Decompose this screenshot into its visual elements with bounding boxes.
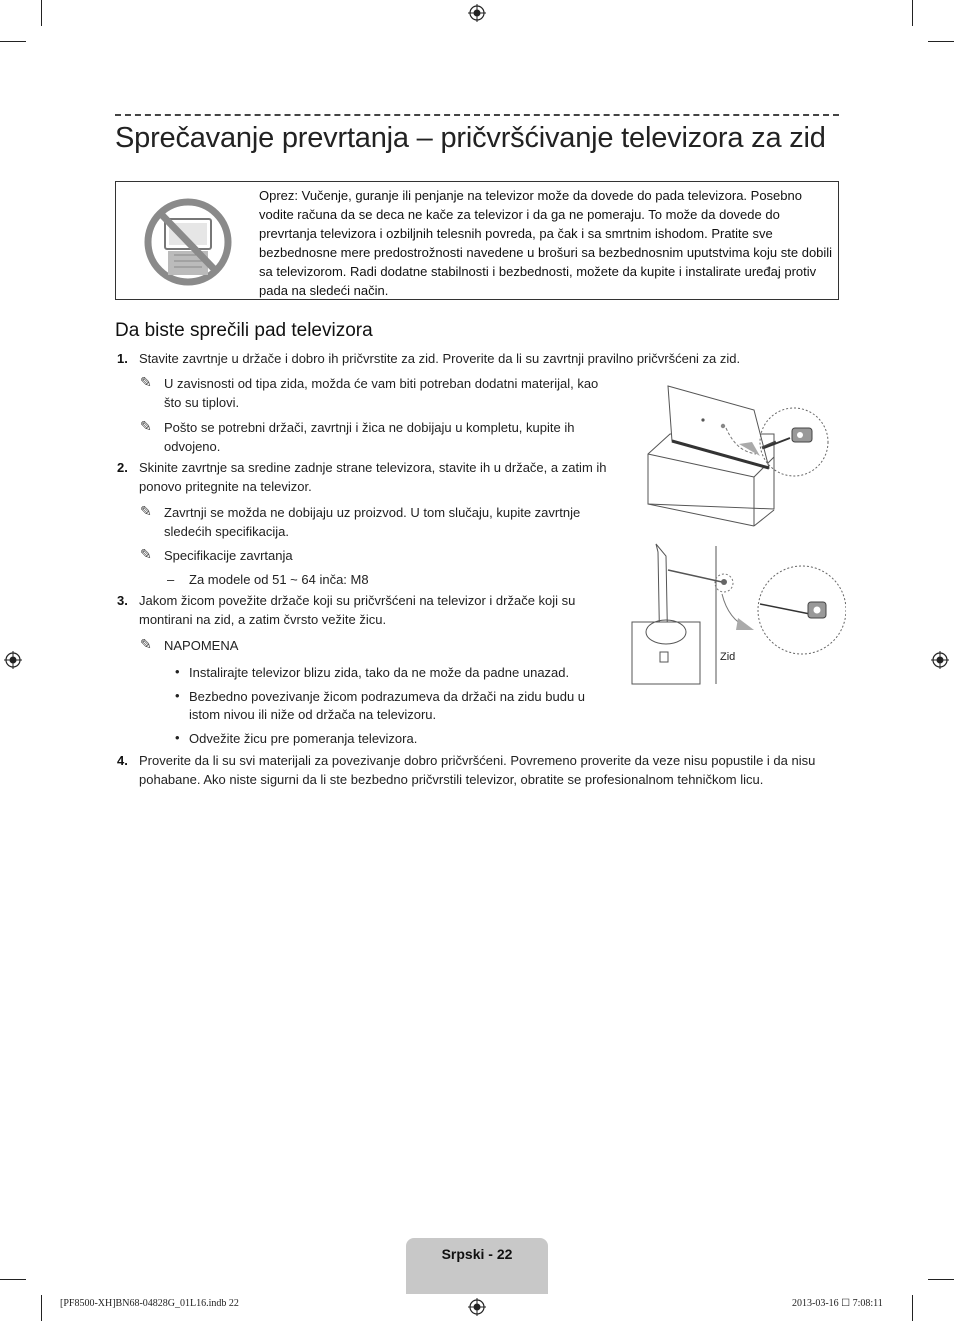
footer-timestamp: 2013-03-16 ☐ 7:08:11: [792, 1298, 883, 1309]
step-number: 4.: [117, 753, 128, 768]
note-icon: ✎: [140, 503, 152, 519]
bullet-marker: •: [175, 688, 180, 703]
section-heading: Da biste sprečili pad televizora: [115, 320, 373, 341]
note-heading: NAPOMENA: [164, 638, 239, 653]
note-icon: ✎: [140, 374, 152, 390]
note-icon: ✎: [140, 546, 152, 562]
page-title: Sprečavanje prevrtanja – pričvršćivanje televizora za zid: [115, 122, 826, 154]
note-text: odvojeno.: [164, 439, 221, 454]
title-divider: [115, 114, 839, 116]
dash-marker: –: [167, 572, 175, 587]
note-text: Pošto se potrebni držači, zavrtnji i žica ne dobijaju u kompletu, kupite ih: [164, 420, 575, 435]
no-climbing-tv-icon: [141, 197, 235, 287]
spec-text: Za modele od 51 ~ 64 inča: M8: [189, 572, 369, 587]
bullet-text: Instalirajte televizor blizu zida, tako da ne može da padne unazad.: [189, 665, 570, 680]
bullet-text: istom nivou ili niže od držača na televizoru.: [189, 707, 437, 722]
crop-mark: [0, 1279, 26, 1280]
wall-tie-illustration: [630, 542, 846, 688]
registration-mark-icon: [931, 651, 949, 669]
note-text: što su tiplovi.: [164, 395, 240, 410]
note-text: sledećih specifikacija.: [164, 524, 290, 539]
step-number: 2.: [117, 460, 128, 475]
step-text: Stavite zavrtnje u držače i dobro ih pričvrstite za zid. Proverite da li su zavrtnji pravilno pričvršćeni za zid.: [139, 351, 741, 366]
note-icon: ✎: [140, 418, 152, 434]
crop-mark: [928, 1279, 954, 1280]
page-number: Srpski - 22: [441, 1246, 513, 1262]
note-text: Specifikacije zavrtanja: [164, 548, 293, 563]
crop-mark: [41, 0, 42, 26]
bullet-marker: •: [175, 730, 180, 745]
registration-mark-icon: [468, 1298, 486, 1316]
step-text: pohabane. Ako niste sigurni da li ste bezbedno pričvrstili televizor, obratite se profesionalnom tehničkom licu.: [139, 772, 764, 787]
step-number: 3.: [117, 593, 128, 608]
caution-text: Oprez: Vučenje, guranje ili penjanje na televizor može da dovede do pada televizora. Posebno vodite računa da se deca ne kače za televizor i da ga ne pomeraju. To može da dovede do prevrtanja televizora i ozbiljnih telesnih povreda, pa čak i sa smrtnim ishodom. Pratite sve bezbednosne mere predostrožnosti navedene u brošuri sa bezbednosnim uputstvima koju ste dobili sa televizorom. Radi dodatne stabilnosti i bezbednosti, možete da kupite i instalirate uređaj protiv pada na sledeći način.: [259, 188, 833, 298]
step-text: ponovo pritegnite na televizor.: [139, 479, 312, 494]
note-text: Zavrtnji se možda ne dobijaju uz proizvod. U tom slučaju, kupite zavrtnje: [164, 505, 581, 520]
crop-mark: [912, 1295, 913, 1321]
note-icon: ✎: [140, 636, 152, 652]
crop-mark: [0, 41, 26, 42]
step-number: 1.: [117, 351, 128, 366]
caution-box: [115, 181, 839, 300]
note-text: U zavisnosti od tipa zida, možda će vam biti potreban dodatni materijal, kao: [164, 376, 599, 391]
registration-mark-icon: [468, 4, 486, 22]
crop-mark: [928, 41, 954, 42]
step-text: Jakom žicom povežite držače koji su pričvršćeni na televizor i držače koji su: [139, 593, 576, 608]
bullet-marker: •: [175, 664, 180, 679]
crop-mark: [41, 1295, 42, 1321]
registration-mark-icon: [4, 651, 22, 669]
crop-mark: [912, 0, 913, 26]
step-text: Skinite zavrtnje sa sredine zadnje strane televizora, stavite ih u držače, a zatim ih: [139, 460, 607, 475]
step-text: Proverite da li su svi materijali za povezivanje dobro pričvršćeni. Povremeno proverite da veze nisu popustile i da nisu: [139, 753, 816, 768]
footer-file-info: [PF8500-XH]BN68-04828G_01L16.indb 22: [60, 1298, 239, 1309]
bullet-text: Bezbedno povezivanje žicom podrazumeva da držači na zidu budu u: [189, 689, 586, 704]
tv-bracket-illustration: [644, 384, 844, 530]
bullet-text: Odvežite žicu pre pomeranja televizora.: [189, 731, 418, 746]
wall-label: Zid: [720, 651, 736, 663]
step-text: montirani na zid, a zatim čvrsto vežite žicu.: [139, 612, 387, 627]
